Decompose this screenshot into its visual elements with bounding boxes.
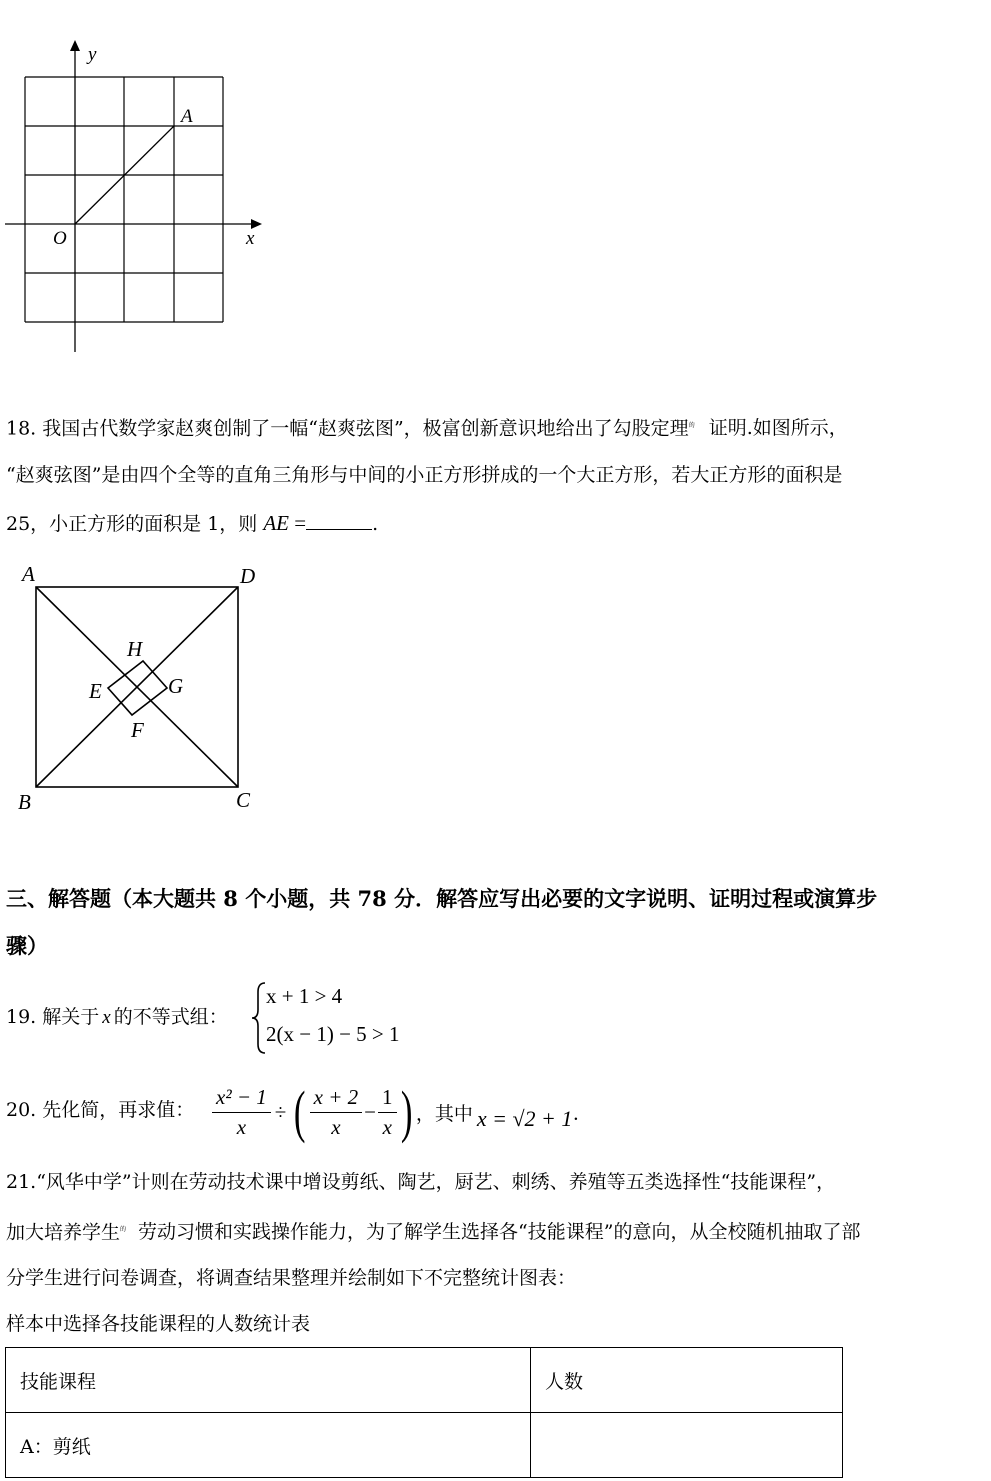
inequality-2: 2(x − 1) − 5 > 1 xyxy=(266,1022,400,1046)
grid-lines xyxy=(25,77,223,322)
x-value: x = √2 + 1 xyxy=(476,1106,573,1131)
q19-prompt: 19. 解关于 x 的不等式组： xyxy=(6,1006,228,1028)
inequality-1: x + 1 > 4 xyxy=(266,984,343,1008)
fraction-2: $\frac{x + 2}{x}$ xyxy=(310,1085,363,1140)
cell-course: A：剪纸 xyxy=(6,1413,531,1478)
table-row xyxy=(6,1413,843,1478)
y-axis-arrow-icon xyxy=(70,40,80,51)
q20-expression: $\frac{\text{x² − 1}}{x}$ ÷ ( $\frac{x + 2}{x}$ − $\frac{1}{x}$ ) ，其中 x = √2 + 1 · xyxy=(212,1080,579,1144)
vertex-h-label: H xyxy=(127,637,143,661)
x-axis-label: x xyxy=(246,228,255,249)
skills-course-table xyxy=(5,1347,843,1478)
q21-line-3: 分学生进行问卷调查，将调查结果整理并绘制如下不完整统计图表： xyxy=(6,1267,577,1289)
q18-line-1: 18. 我国古代数学家赵爽创制了一幅“赵爽弦图”，极富创新意识地给出了勾股定理$^的$ 证明.如图所示， xyxy=(6,417,848,440)
cell-count xyxy=(531,1413,843,1478)
vertex-d-label: D xyxy=(240,564,256,588)
fraction-3: $\frac{1}{x}$ xyxy=(378,1085,397,1140)
q18-line-3: 25，小正方形的面积是 1，则 AE = . xyxy=(6,511,379,535)
q21-line-1: 21.“风华中学”计则在劳动技术课中增设剪纸、陶艺，厨艺、刺绣、养殖等五类选择性“技能课程”， xyxy=(6,1171,836,1193)
vertex-b-label: B xyxy=(18,790,31,814)
left-paren: ( xyxy=(294,1079,306,1144)
y-axis-label: y xyxy=(88,44,97,65)
axes xyxy=(5,44,258,352)
q21-line-2: 加大培养学生$^的$ 劳动习惯和实践操作能力，为了解学生选择各“技能课程”的意向，从全校随机抽取了部 xyxy=(6,1221,861,1244)
header-count: 人数 xyxy=(531,1348,843,1413)
zhao-shuang-diagram xyxy=(0,555,280,820)
vertex-g-label: G xyxy=(168,674,184,698)
vertex-c-label: C xyxy=(236,788,251,812)
answer-blank[interactable] xyxy=(306,511,372,530)
vertex-a-label: A xyxy=(22,562,35,586)
origin-label: O xyxy=(53,228,67,249)
section-3-heading-line-1: 三、解答题（本大题共 8 个小题，共 78 分．解答应写出必要的文字说明、证明过程或演算步 xyxy=(6,886,878,911)
right-paren: ) xyxy=(400,1079,412,1144)
point-a-label: A xyxy=(181,106,193,127)
vertex-e-label: E xyxy=(89,679,102,703)
table-title: 样本中选择各技能课程的人数统计表 xyxy=(6,1313,311,1335)
header-course: 技能课程 xyxy=(6,1348,531,1413)
q18-line-2: “赵爽弦图”是由四个全等的直角三角形与中间的小正方形拼成的一个大正方形，若大正方形的面积是 xyxy=(6,464,843,486)
table-header-row xyxy=(6,1348,843,1413)
section-3-heading-line-2: 骤） xyxy=(6,933,48,958)
q20-prefix: 20. 先化简，再求值： xyxy=(6,1099,195,1121)
coordinate-grid-figure xyxy=(0,30,280,360)
fraction-1: $\frac{\text{x² − 1}}{x}$ xyxy=(212,1085,271,1140)
vertex-f-label: F xyxy=(131,718,144,742)
